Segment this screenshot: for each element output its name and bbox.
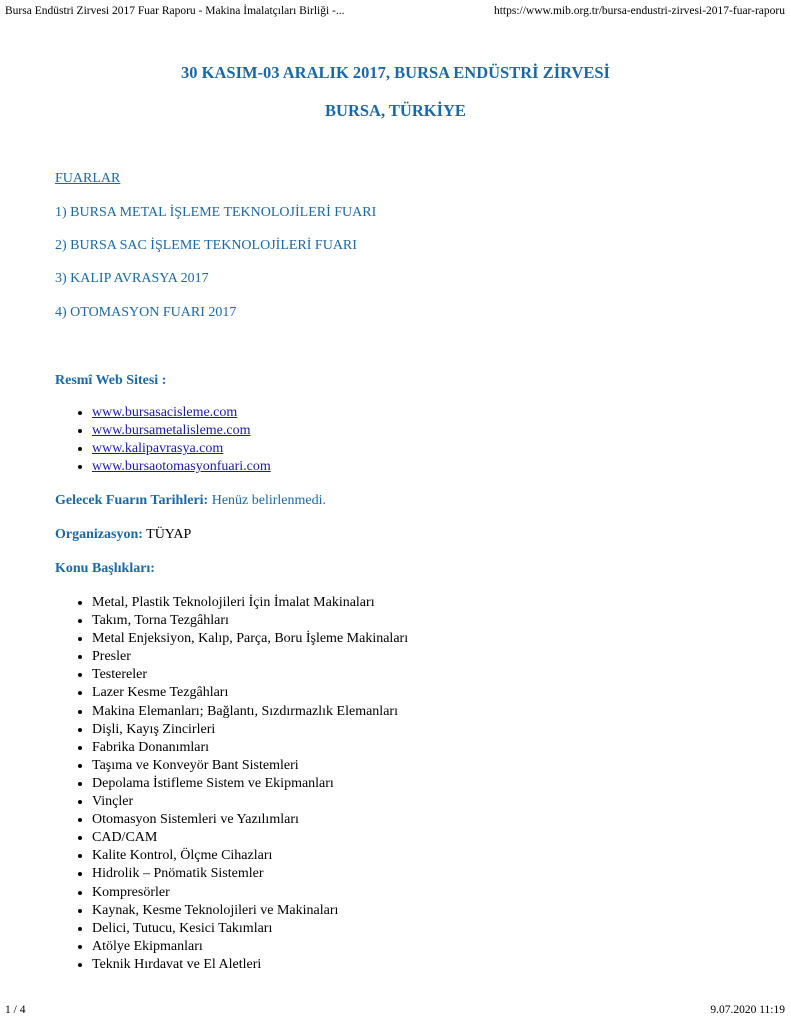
list-item: • Presler bbox=[92, 648, 408, 666]
list-item: • Makina Elemanları; Bağlantı, Sızdırmazlık Elemanları bbox=[92, 703, 408, 721]
print-header-url: https://www.mib.org.tr/bursa-endustri-zirvesi-2017-fuar-raporu bbox=[493, 5, 785, 17]
fair-item: 3) KALIP AVRASYA 2017 bbox=[55, 271, 209, 286]
next-dates-value: Henüz belirlenmedi. bbox=[208, 493, 327, 508]
website-link[interactable]: www.bursaotomasyonfuari.com bbox=[92, 459, 271, 474]
fairs-heading: FUARLAR bbox=[55, 171, 121, 186]
list-item: • Metal Enjeksiyon, Kalıp, Parça, Boru İşleme Makinaları bbox=[92, 630, 408, 648]
list-item: • Depolama İstifleme Sistem ve Ekipmanları bbox=[92, 775, 408, 793]
list-item: • Atölye Ekipmanları bbox=[92, 938, 408, 956]
list-item: • Delici, Tutucu, Kesici Takımları bbox=[92, 920, 408, 938]
list-item bbox=[92, 440, 271, 458]
fair-item: 4) OTOMASYON FUARI 2017 bbox=[55, 305, 237, 320]
fair-item: 2) BURSA SAC İŞLEME TEKNOLOJİLERİ FUARI bbox=[55, 238, 357, 253]
next-dates-label: Gelecek Fuarın Tarihleri: bbox=[55, 493, 209, 508]
list-item: • Teknik Hırdavat ve El Aletleri bbox=[92, 956, 408, 974]
list-item: • CAD/CAM bbox=[92, 829, 408, 847]
list-item: • Kaynak, Kesme Teknolojileri ve Makinaları bbox=[92, 902, 408, 920]
topics-label: Konu Başlıkları: bbox=[55, 561, 155, 576]
topics-list bbox=[55, 594, 408, 974]
list-item: • Lazer Kesme Tezgâhları bbox=[92, 684, 408, 702]
list-item bbox=[92, 458, 271, 476]
list-item bbox=[92, 422, 271, 440]
list-item: • Takım, Torna Tezgâhları bbox=[92, 612, 408, 630]
print-header bbox=[5, 3, 785, 19]
page-title: 30 KASIM-03 ARALIK 2017, BURSA ENDÜSTRİ ZİRVESİ bbox=[181, 63, 610, 82]
organization-line bbox=[55, 526, 191, 544]
list-item: • Taşıma ve Konveyör Bant Sistemleri bbox=[92, 757, 408, 775]
list-item: • Vinçler bbox=[92, 793, 408, 811]
list-item: • Kompresörler bbox=[92, 884, 408, 902]
page-number: 1 / 4 bbox=[5, 1004, 26, 1016]
list-item: • Hidrolik – Pnömatik Sistemler bbox=[92, 865, 408, 883]
print-datetime: 9.07.2020 11:19 bbox=[710, 1004, 785, 1016]
list-item: • Fabrika Donanımları bbox=[92, 739, 408, 757]
website-list bbox=[55, 404, 271, 476]
print-footer bbox=[5, 1002, 785, 1018]
website-link[interactable]: www.kalipavrasya.com bbox=[92, 441, 224, 456]
website-label: Resmî Web Sitesi : bbox=[55, 373, 167, 388]
list-item: • Metal, Plastik Teknolojileri İçin İmalat Makinaları bbox=[92, 594, 408, 612]
print-header-title: Bursa Endüstri Zirvesi 2017 Fuar Raporu - Makina İmalatçıları Birliği -... bbox=[5, 5, 345, 17]
page-subtitle: BURSA, TÜRKİYE bbox=[325, 101, 466, 120]
next-dates-line bbox=[55, 492, 326, 510]
list-item: • Testereler bbox=[92, 666, 408, 684]
list-item bbox=[92, 404, 271, 422]
website-link[interactable]: www.bursametalisleme.com bbox=[92, 423, 251, 438]
list-item: • Kalite Kontrol, Ölçme Cihazları bbox=[92, 847, 408, 865]
fair-item: 1) BURSA METAL İŞLEME TEKNOLOJİLERİ FUARI bbox=[55, 205, 377, 220]
list-item: • Otomasyon Sistemleri ve Yazılımları bbox=[92, 811, 408, 829]
organization-value: TÜYAP bbox=[142, 527, 192, 542]
list-item: • Dişli, Kayış Zincirleri bbox=[92, 721, 408, 739]
organization-label: Organizasyon: bbox=[55, 527, 143, 542]
website-link[interactable]: www.bursasacisleme.com bbox=[92, 405, 238, 420]
